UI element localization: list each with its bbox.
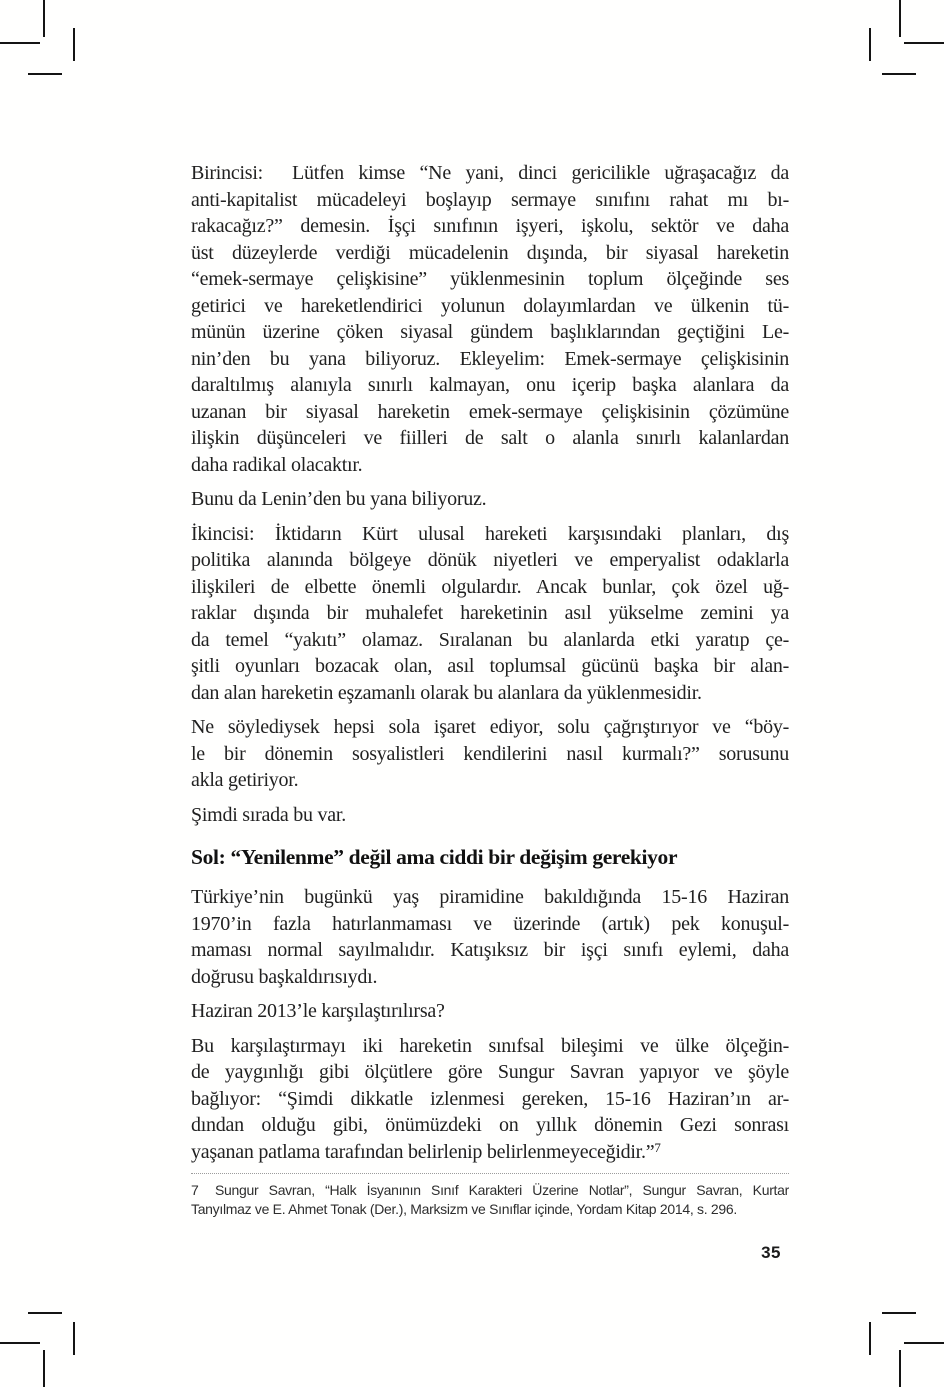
crop-mark bbox=[28, 1312, 62, 1314]
crop-mark bbox=[0, 1342, 40, 1344]
text-line: doğrusu başkaldırısıydı. bbox=[191, 965, 378, 988]
text-line: anti-kapitalist mücadeleyi boşlayıp sermaye sınıfını rahat mı bı- bbox=[191, 188, 789, 211]
text-line: ilişkileri de elbette önemli olgulardır. Ancak bunlar, çok özel uğ- bbox=[191, 575, 789, 598]
crop-mark bbox=[43, 0, 45, 37]
crop-mark bbox=[899, 1350, 901, 1387]
footnote bbox=[191, 1173, 789, 1218]
paragraph bbox=[191, 1033, 789, 1166]
paragraph bbox=[191, 802, 789, 829]
text-line: dan alan hareketin eşzamanlı olarak bu alanlara da yüklenmesidir. bbox=[191, 681, 702, 704]
crop-mark bbox=[869, 28, 871, 61]
crop-mark bbox=[0, 42, 40, 44]
page-number: 35 bbox=[761, 1243, 781, 1262]
text-line: politika alanında bölgeye dönük niyetleri ve emperyalist odaklarla bbox=[191, 549, 789, 571]
text-line: Türkiye’nin bugünkü yaş piramidine bakıldığında 15-16 Haziran bbox=[191, 886, 789, 908]
text-line: Bu karşılaştırmayı iki hareketin sınıfsal bileşimi ve ülke ölçeğin- bbox=[191, 1034, 789, 1057]
section-heading: Sol: “Yenilenme” değil ama ciddi bir değişim gerekiyor bbox=[191, 845, 678, 869]
text-line: da temel “yakıtı” olamaz. Sıralanan bu alanlarda etki yaratıp çe- bbox=[191, 628, 789, 651]
text-line: de yaygınlığı gibi ölçütlere göre Sungur Savran yapıyor ve şöyle bbox=[191, 1061, 789, 1083]
text-line: Bunu da Lenin’den bu yana biliyoruz. bbox=[191, 488, 487, 510]
text-line bbox=[191, 1139, 789, 1166]
paragraph bbox=[191, 160, 789, 478]
text-line: daha radikal olacaktır. bbox=[191, 453, 363, 476]
text-line: akla getiriyor. bbox=[191, 769, 299, 791]
crop-mark bbox=[43, 1350, 45, 1387]
text-line: dından olduğu gibi, önümüzdeki on yıllık dönemin Gezi sonrası bbox=[191, 1114, 789, 1136]
paragraph bbox=[191, 486, 789, 513]
crop-mark bbox=[882, 1312, 916, 1314]
paragraph bbox=[191, 998, 789, 1025]
crop-mark bbox=[899, 0, 901, 37]
text-line-fragment: yaşanan patlama tarafından belirlenip belirlenmeyeceğidir.” bbox=[191, 1140, 655, 1163]
text-line: nin’den bu yana biliyoruz. Ekleyelim: Emek-sermaye çelişkisinin bbox=[191, 347, 789, 370]
crop-mark bbox=[73, 28, 75, 61]
paragraph bbox=[191, 884, 789, 990]
text-block bbox=[191, 160, 789, 1263]
crop-mark bbox=[904, 1342, 944, 1344]
crop-mark bbox=[73, 1322, 75, 1355]
text-line: “emek-sermaye çelişkisine” yüklenmesinin toplum ölçeğinde ses bbox=[191, 268, 789, 290]
text-line: Haziran 2013’le karşılaştırılırsa? bbox=[191, 1000, 445, 1022]
text-line: ilişkin düşünceleri ve fiilleri de salt o alanla sınırlı kalanlardan bbox=[191, 427, 789, 449]
crop-mark bbox=[904, 42, 944, 44]
paragraph bbox=[191, 714, 789, 794]
crop-mark bbox=[28, 73, 62, 75]
footnote-line: Tanyılmaz ve E. Ahmet Tonak (Der.), Marksizm ve Sınıflar içinde, Yordam Kitap 2014, s. 296. bbox=[191, 1200, 737, 1217]
text-line: uzanan bir siyasal hareketin emek-sermaye çelişkisinin çözümüne bbox=[191, 400, 789, 423]
text-line: münün üzerine çöken siyasal gündem başlıklarından geçtiğini Le- bbox=[191, 321, 789, 343]
text-line: le bir dönemin sosyalistleri kendilerini nasıl kurmalı?” sorusunu bbox=[191, 742, 789, 765]
footnote-reference: 7 bbox=[654, 1139, 661, 1155]
text-line: raklar dışında bir muhalefet hareketinin asıl yükselme zemini ya bbox=[191, 602, 789, 624]
text-line: Şimdi sırada bu var. bbox=[191, 803, 346, 826]
text-line: Ne söylediysek hepsi sola işaret ediyor, solu çağrıştırıyor ve “böy- bbox=[191, 716, 789, 738]
text-line: 1970’in fazla hatırlanmaması ve üzerinde (artık) pek konuşul- bbox=[191, 912, 789, 935]
text-line: üst düzeylerde verdiği mücadelenin dışında, bir siyasal hareketin bbox=[191, 241, 789, 264]
crop-mark bbox=[869, 1322, 871, 1355]
footnote-line bbox=[191, 1181, 789, 1200]
paragraph bbox=[191, 521, 789, 707]
text-line: rakacağız?” demesin. İşçi sınıfının işyeri, işkolu, sektör ve daha bbox=[191, 215, 789, 237]
text-line: İkincisi: İktidarın Kürt ulusal hareketi karşısındaki planları, dış bbox=[191, 522, 789, 545]
text-line: getirici ve hareketlendirici yolunun dolayımlardan ve ülkenin tü- bbox=[191, 294, 789, 317]
text-line: daraltılmış alanıyla sınırlı kalmayan, onu içerip başka alanlara da bbox=[191, 374, 789, 396]
text-line: maması normal sayılmalıdır. Katışıksız bir işçi sınıfı eylemi, daha bbox=[191, 939, 789, 961]
crop-mark bbox=[882, 73, 916, 75]
text-line: şitli oyunları bozacak olan, asıl toplumsal gücünü başka bir alan- bbox=[191, 655, 789, 677]
text-line: Birincisi: Lütfen kimse “Ne yani, dinci gericilikle uğraşacağız da bbox=[191, 162, 789, 184]
text-line: bağlıyor: “Şimdi dikkatle izlenmesi gereken, 15-16 Haziran’ın ar- bbox=[191, 1087, 789, 1110]
footnote-number: 7 bbox=[191, 1182, 199, 1198]
footnote-text: Sungur Savran, “Halk İsyanının Sınıf Karakteri Üzerine Notlar”, Sungur Savran, Kurtar bbox=[215, 1182, 789, 1198]
